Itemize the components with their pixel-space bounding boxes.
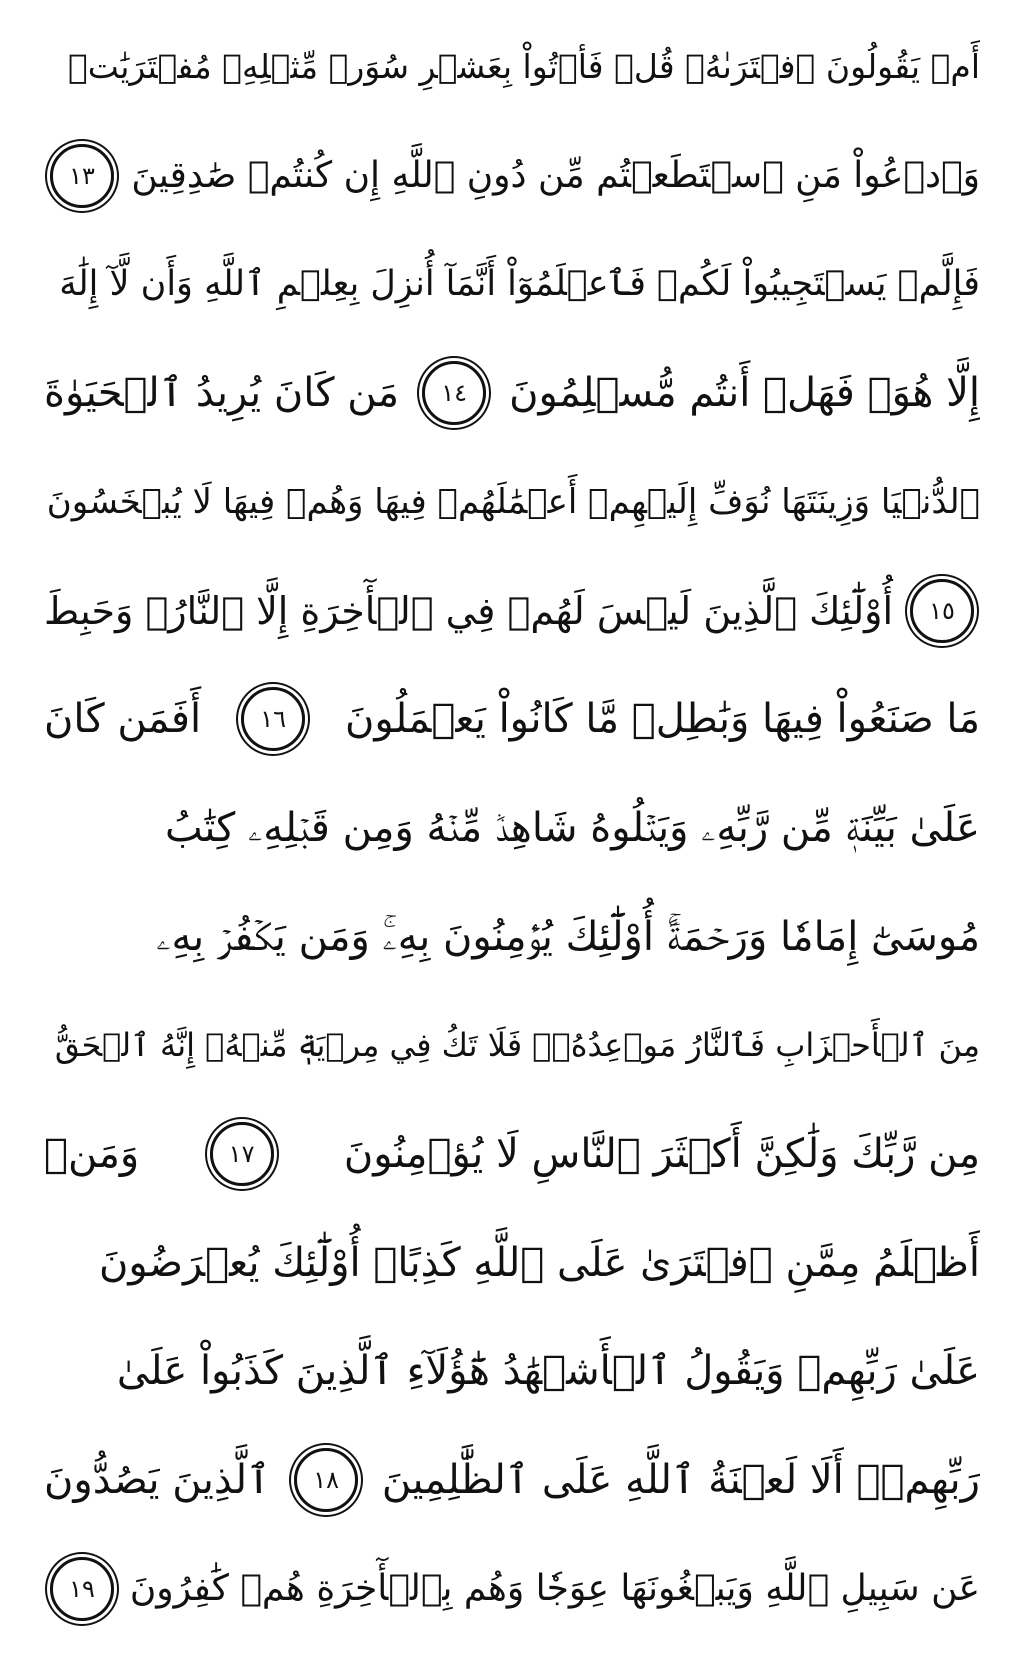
text-line [44, 566, 980, 656]
verse-text: أَفَمَن كَانَ [44, 696, 202, 743]
text-line [44, 239, 980, 329]
verse-text: مِن رَّبِّكَ وَلَٰكِنَّ أَكۡثَرَ ٱلنَّاسِ لَا يُؤۡمِنُونَ [343, 1131, 980, 1178]
verse-text: ٱلدُّنۡيَا وَزِينَتَهَا نُوَفِّ إِلَيۡهِمۡ أَعۡمَٰلَهُمۡ فِيهَا وَهُمۡ فِيهَا لَا يُبۡخَسُونَ [46, 481, 980, 522]
verse-text: أَظۡلَمُ مِمَّنِ ٱفۡتَرَىٰ عَلَى ٱللَّهِ كَذِبًاۚ أُوْلَٰٓئِكَ يُعۡرَضُونَ [99, 1239, 980, 1286]
verse-text: مُوسَىٰٓ إِمَامٗا وَرَحۡمَةًۚ أُوْلَٰٓئِكَ يُؤۡمِنُونَ بِهِۦۚ وَمَن يَكۡفُرۡ بِهِۦ [156, 913, 980, 960]
verse-text: مِنَ ٱلۡأَحۡزَابِ فَٱلنَّارُ مَوۡعِدُهُۥۚ فَلَا تَكُ فِي مِرۡيَةٖ مِّنۡهُۚ إِنَّهُ ٱلۡحَقُّ [54, 1026, 980, 1065]
text-line [44, 348, 980, 438]
verse-text: ٱلَّذِينَ يَصُدُّونَ [44, 1457, 271, 1504]
ayah-number-marker: ١٦ [241, 687, 305, 751]
text-line [44, 892, 980, 982]
text-line [44, 674, 980, 764]
text-line [44, 22, 980, 112]
text-line [44, 783, 980, 873]
ayah-number-marker: ١٤ [422, 361, 486, 425]
verse-text: أَمۡ يَقُولُونَ ٱفۡتَرَىٰهُۖ قُلۡ فَأۡتُواْ بِعَشۡرِ سُوَرٖ مِّثۡلِهِۦ مُفۡتَرَيَٰتٖ [68, 47, 980, 86]
text-line [44, 1544, 980, 1634]
verse-text: عَلَىٰ رَبِّهِمۡ وَيَقُولُ ٱلۡأَشۡهَٰدُ هَٰٓؤُلَآءِ ٱلَّذِينَ كَذَبُواْ عَلَىٰ [116, 1348, 980, 1395]
ayah-number-marker: ١٥ [910, 579, 974, 643]
verse-text: فَإِلَّمۡ يَسۡتَجِيبُواْ لَكُمۡ فَٱعۡلَمُوٓاْ أَنَّمَآ أُنزِلَ بِعِلۡمِ ٱللَّهِ وَأَن لَّآ إِلَٰهَ [59, 264, 980, 305]
ayah-number-marker: ١٨ [294, 1448, 358, 1512]
ayah-number-marker: ١٧ [210, 1122, 274, 1186]
text-line [44, 1326, 980, 1416]
verse-lines [44, 22, 980, 1634]
ayah-number-marker: ١٩ [50, 1557, 114, 1621]
ayah-number-marker: ١٣ [50, 144, 114, 208]
verse-text: إِلَّا هُوَۖ فَهَلۡ أَنتُم مُّسۡلِمُونَ [509, 370, 980, 417]
verse-text: عَن سَبِيلِ ٱللَّهِ وَيَبۡغُونَهَا عِوَجٗا وَهُم بِٱلۡأٓخِرَةِ هُمۡ كَٰفِرُونَ [129, 1567, 980, 1609]
verse-text: عَلَىٰ بَيِّنَةٖ مِّن رَّبِّهِۦ وَيَتۡلُوهُ شَاهِدٞ مِّنۡهُ وَمِن قَبۡلِهِۦ كِتَٰبُ [164, 804, 980, 851]
verse-text: أُوْلَٰٓئِكَ ٱلَّذِينَ لَيۡسَ لَهُمۡ فِي ٱلۡأٓخِرَةِ إِلَّا ٱلنَّارُۖ وَحَبِطَ [44, 588, 894, 633]
text-line [44, 1435, 980, 1525]
text-line [44, 1000, 980, 1090]
verse-text: وَمَنۡ [44, 1131, 140, 1178]
verse-text: مَا صَنَعُواْ فِيهَا وَبَٰطِلٞ مَّا كَانُواْ يَعۡمَلُونَ [345, 696, 980, 743]
text-line [44, 457, 980, 547]
verse-text: مَن كَانَ يُرِيدُ ٱلۡحَيَوٰةَ [44, 370, 400, 417]
text-line [44, 131, 980, 221]
text-line [44, 1109, 980, 1199]
text-line [44, 1218, 980, 1308]
verse-text: رَبِّهِمۡۚ أَلَا لَعۡنَةُ ٱللَّهِ عَلَى ٱلظَّٰلِمِينَ [381, 1457, 980, 1504]
verse-text: وَٱدۡعُواْ مَنِ ٱسۡتَطَعۡتُم مِّن دُونِ ٱللَّهِ إِن كُنتُمۡ صَٰدِقِينَ [131, 154, 980, 196]
